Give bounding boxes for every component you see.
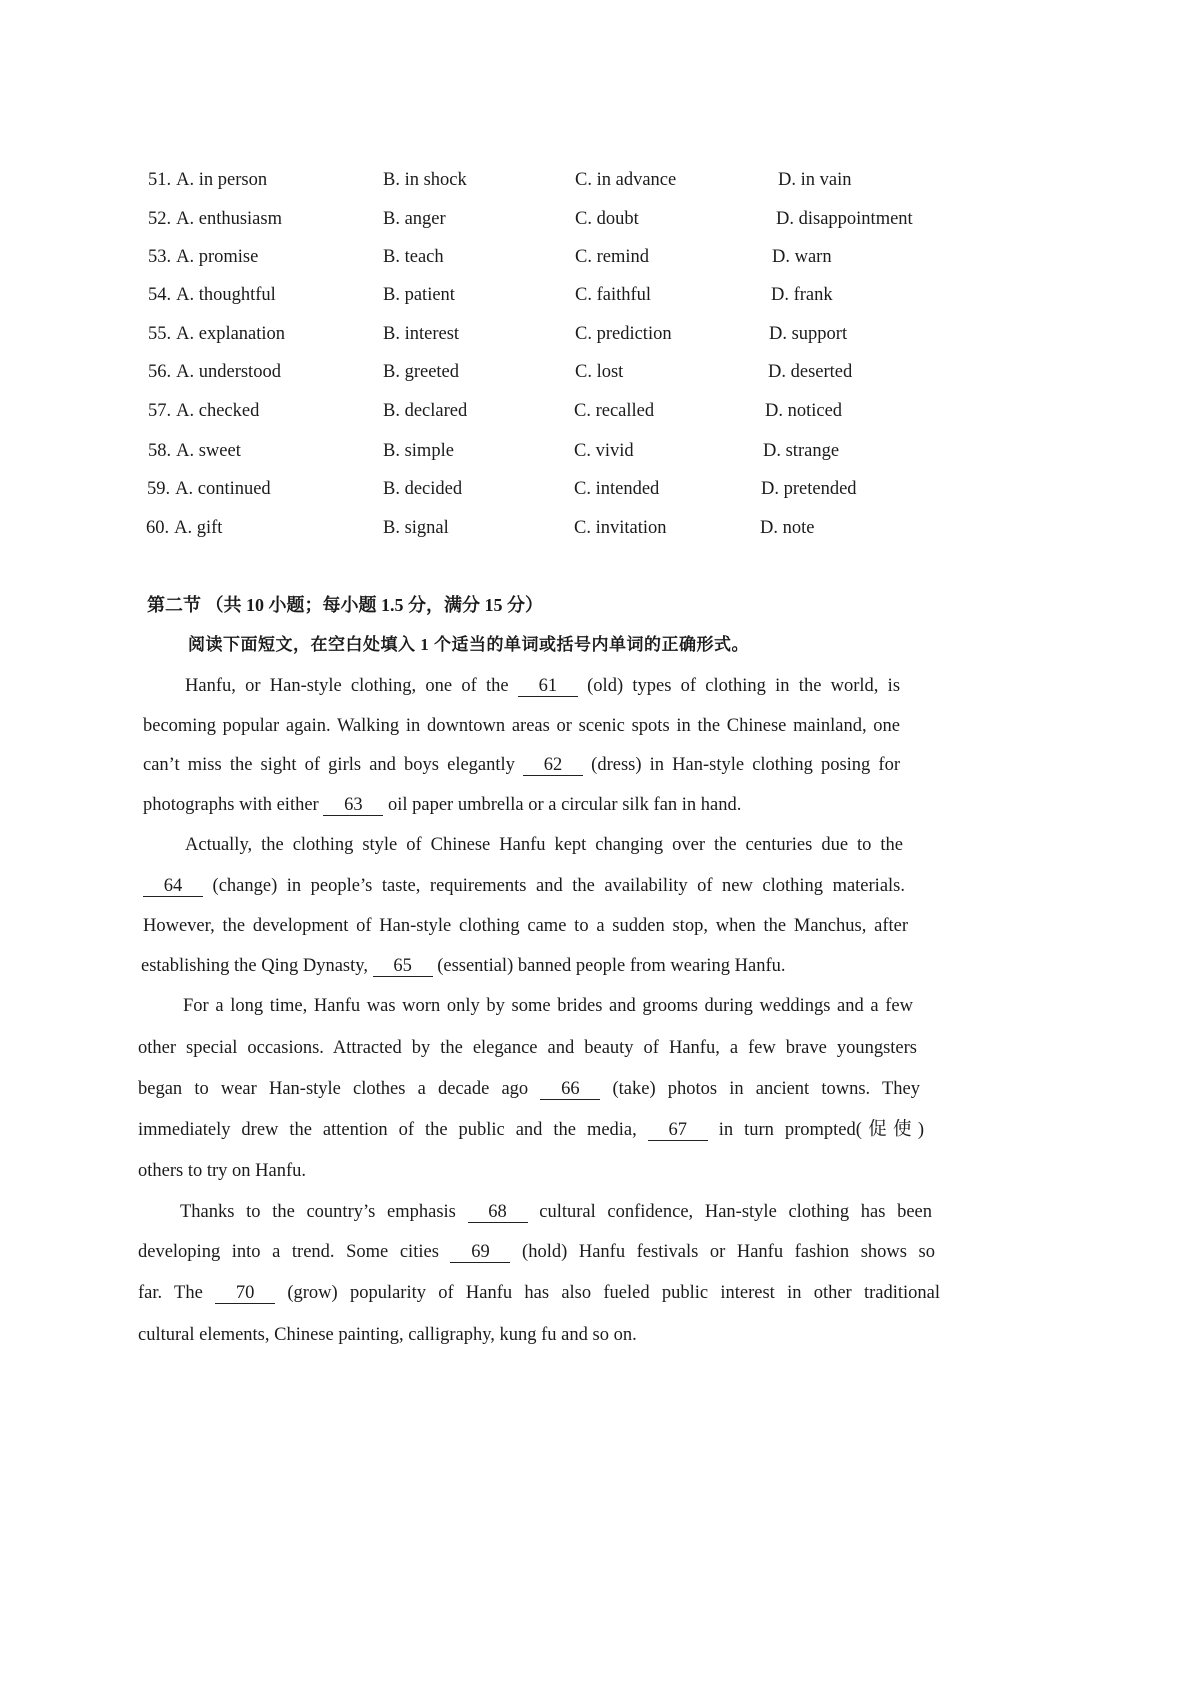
passage-line [180, 1200, 932, 1224]
passage-text: began to wear Han-style clothes a decade ago [138, 1079, 529, 1099]
passage-text: Actually, the clothing style of Chinese Hanfu kept changing over the centuries due to the [185, 835, 903, 855]
passage-text: (dress) in Han-style clothing posing for [591, 755, 900, 775]
option-a-cell [148, 360, 281, 384]
option-a: A. promise [176, 247, 259, 267]
blank-64: 64 [143, 876, 203, 897]
question-number: 55. [148, 324, 172, 344]
passage-line [141, 954, 786, 978]
blank-70: 70 [215, 1283, 275, 1304]
question-number: 57. [148, 401, 172, 421]
passage-line [138, 1077, 920, 1101]
option-row [0, 207, 1200, 231]
option-a-cell [148, 168, 267, 192]
option-d: D. warn [772, 247, 832, 267]
section-instruction: 阅读下面短文，在空白处填入 1 个适当的单词或括号内单词的正确形式。 [188, 635, 749, 654]
option-b: B. signal [383, 518, 449, 538]
option-b: B. in shock [383, 170, 467, 190]
option-a: A. thoughtful [176, 285, 276, 305]
option-a: A. sweet [176, 441, 241, 461]
option-a: A. continued [175, 479, 271, 499]
passage-text: in turn prompted(促使) [718, 1120, 925, 1140]
question-number: 54. [148, 285, 172, 305]
option-b: B. greeted [383, 362, 460, 382]
option-b: B. anger [383, 209, 446, 229]
option-a-cell [148, 399, 259, 423]
passage-line [183, 994, 913, 1018]
passage-text: cultural elements, Chinese painting, calligraphy, kung fu and so on. [138, 1325, 637, 1345]
option-a-cell [148, 322, 285, 346]
option-row [0, 439, 1200, 463]
blank-68: 68 [468, 1202, 528, 1223]
passage-line [185, 833, 903, 857]
section-heading: 第二节 （共 10 小题；每小题 1.5 分，满分 15 分） [147, 595, 543, 615]
passage-text: For a long time, Hanfu was worn only by some brides and grooms during weddings and a few [183, 996, 913, 1016]
passage-text: (grow) popularity of Hanfu has also fueled public interest in other traditional [287, 1283, 941, 1303]
question-number: 59. [147, 479, 171, 499]
option-row [0, 477, 1200, 501]
option-c: C. intended [574, 479, 660, 499]
option-c: C. faithful [575, 285, 652, 305]
option-d: D. noticed [765, 401, 843, 421]
passage-text: becoming popular again. Walking in downtown areas or scenic spots in the Chinese mainland, one [143, 716, 900, 736]
passage-line [143, 753, 900, 777]
passage-line [138, 1036, 917, 1060]
option-a: A. in person [176, 170, 268, 190]
option-d: D. in vain [778, 170, 852, 190]
passage-text: oil paper umbrella or a circular silk fan in hand. [387, 795, 742, 815]
option-c: C. lost [575, 362, 624, 382]
question-number: 58. [148, 441, 172, 461]
passage-text: (take) photos in ancient towns. They [612, 1079, 921, 1099]
option-b: B. teach [383, 247, 444, 267]
option-c: C. invitation [574, 518, 667, 538]
option-a: A. explanation [176, 324, 286, 344]
option-b: B. simple [383, 441, 454, 461]
option-row [0, 283, 1200, 307]
option-c: C. prediction [575, 324, 672, 344]
question-number: 56. [148, 362, 172, 382]
question-number: 53. [148, 247, 172, 267]
passage-line [143, 793, 741, 817]
passage-line [143, 714, 900, 738]
question-number: 51. [148, 170, 172, 190]
passage-text: cultural confidence, Han-style clothing has been [539, 1202, 933, 1222]
option-row [0, 245, 1200, 269]
option-a-cell [148, 283, 276, 307]
option-d: D. pretended [761, 479, 857, 499]
passage-text: establishing the Qing Dynasty, [141, 956, 368, 976]
passage-text: (change) in people’s taste, requirements and the availability of new clothing materials. [212, 876, 905, 896]
blank-65: 65 [373, 956, 433, 977]
passage-text: can’t miss the sight of girls and boys elegantly [143, 755, 515, 775]
option-d: D. strange [763, 441, 840, 461]
option-a: A. understood [176, 362, 281, 382]
passage-line [138, 1118, 924, 1142]
option-c: C. doubt [575, 209, 639, 229]
passage-line [138, 1159, 306, 1183]
option-d: D. support [769, 324, 848, 344]
question-number: 52. [148, 209, 172, 229]
passage-text: (essential) banned people from wearing Hanfu. [437, 956, 786, 976]
passage-line [185, 674, 900, 698]
question-number: 60. [146, 518, 170, 538]
option-a: A. enthusiasm [176, 209, 282, 229]
blank-66: 66 [540, 1079, 600, 1100]
option-d: D. disappointment [776, 209, 913, 229]
option-row [0, 168, 1200, 192]
option-b: B. patient [383, 285, 455, 305]
option-a-cell [148, 207, 282, 231]
option-c: C. remind [575, 247, 649, 267]
option-a-cell [147, 477, 271, 501]
passage-text: However, the development of Han-style clothing came to a sudden stop, when the Manchus, after [143, 916, 908, 936]
option-a: A. checked [176, 401, 260, 421]
option-row [0, 399, 1200, 423]
option-row [0, 322, 1200, 346]
passage-text: far. The [138, 1283, 203, 1303]
option-d: D. frank [771, 285, 833, 305]
passage-text: other special occasions. Attracted by the elegance and beauty of Hanfu, a few brave youngsters [138, 1038, 917, 1058]
option-c: C. in advance [575, 170, 677, 190]
passage-line [143, 914, 908, 938]
passage-line [138, 1281, 940, 1305]
option-a-cell [146, 516, 222, 540]
blank-63: 63 [323, 795, 383, 816]
option-a: A. gift [174, 518, 223, 538]
blank-67: 67 [648, 1120, 708, 1141]
passage-text: Thanks to the country’s emphasis [180, 1202, 456, 1222]
passage-text: (old) types of clothing in the world, is [587, 676, 901, 696]
passage-line [138, 1240, 935, 1264]
passage-line [143, 874, 905, 898]
blank-69: 69 [450, 1242, 510, 1263]
option-d: D. deserted [768, 362, 853, 382]
blank-62: 62 [523, 755, 583, 776]
blank-61: 61 [518, 676, 578, 697]
passage-text: photographs with either [143, 795, 319, 815]
option-c: C. vivid [574, 441, 634, 461]
option-c: C. recalled [574, 401, 655, 421]
passage-text: others to try on Hanfu. [138, 1161, 307, 1181]
passage-line [138, 1323, 637, 1347]
option-d: D. note [760, 518, 815, 538]
passage-text: (hold) Hanfu festivals or Hanfu fashion shows so [522, 1242, 935, 1262]
option-row [0, 516, 1200, 540]
option-b: B. decided [383, 479, 463, 499]
option-a-cell [148, 245, 258, 269]
passage-text: immediately drew the attention of the public and the media, [138, 1120, 637, 1140]
option-b: B. interest [383, 324, 460, 344]
option-a-cell [148, 439, 241, 463]
passage-text: Hanfu, or Han-style clothing, one of the [185, 676, 509, 696]
option-row [0, 360, 1200, 384]
passage-text: developing into a trend. Some cities [138, 1242, 439, 1262]
option-b: B. declared [383, 401, 468, 421]
